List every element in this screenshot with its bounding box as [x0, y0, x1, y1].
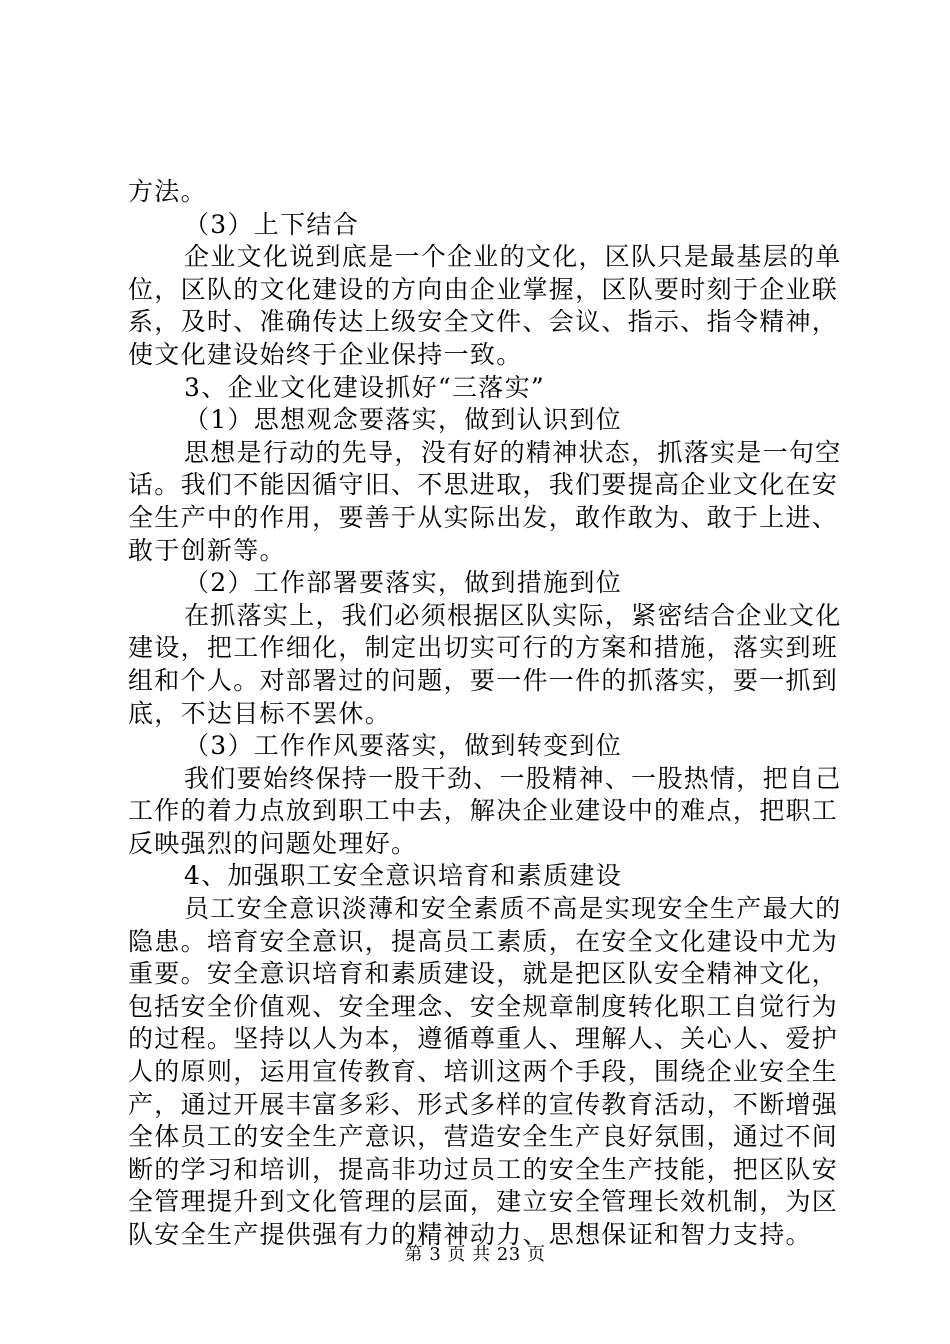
- subheading: （3）上下结合: [184, 209, 360, 239]
- text-line: 全管理提升到文化管理的层面，建立安全管理长效机制，为区: [128, 1187, 839, 1217]
- text-line: 在抓落实上，我们必须根据区队实际，紧密结合企业文化: [184, 600, 842, 630]
- section-heading: 3、企业文化建设抓好“三落实”: [184, 372, 545, 402]
- text-line: 重要。安全意识培育和素质建设，就是把区队安全精神文化，: [128, 959, 839, 989]
- body-text: [128, 176, 842, 1252]
- subheading: （2）工作部署要落实，做到措施到位: [184, 568, 623, 598]
- text-line: 队安全生产提供强有力的精神动力、思想保证和智力支持。: [128, 1220, 812, 1249]
- text-line: 人的原则，运用宣传教育、培训这两个手段，围绕企业安全生: [128, 1057, 839, 1087]
- subheading: （3）工作作风要落实，做到转变到位: [184, 731, 623, 761]
- text-line: 话。我们不能因循守旧、不思进取，我们要提高企业文化在安: [128, 470, 839, 500]
- text-line: 思想是行动的先导，没有好的精神状态，抓落实是一句空: [184, 437, 842, 467]
- text-line: 全体员工的安全生产意识，营造安全生产良好氛围，通过不间: [128, 1122, 839, 1152]
- text-line: 反映强烈的问题处理好。: [128, 828, 418, 858]
- page-number-footer: 第 3 页 共 23 页: [404, 1244, 546, 1265]
- text-line: 我们要始终保持一股干劲、一股精神、一股热情，把自己: [184, 763, 842, 793]
- text-line: 工作的着力点放到职工中去，解决企业建设中的难点，把职工: [128, 796, 839, 826]
- text-line: 建设，把工作细化，制定出切实可行的方案和措施，落实到班: [128, 633, 839, 663]
- text-line: 方法。: [128, 177, 207, 206]
- text-line: 位，区队的文化建设的方向由企业掌握，区队要时刻于企业联: [128, 274, 839, 304]
- text-line: 员工安全意识淡薄和安全素质不高是实现安全生产最大的: [184, 894, 842, 924]
- text-line: 底，不达目标不罢休。: [128, 698, 392, 728]
- subheading: （1）思想观念要落实，做到认识到位: [184, 405, 623, 435]
- text-line: 组和个人。对部署过的问题，要一件一件的抓落实，要一抓到: [128, 665, 839, 695]
- text-line: 企业文化说到底是一个企业的文化，区队只是最基层的单: [184, 242, 842, 272]
- text-line: 的过程。坚持以人为本，遵循尊重人、理解人、关心人、爱护: [128, 1024, 839, 1054]
- text-line: 使文化建设始终于企业保持一致。: [128, 339, 523, 369]
- text-line: 隐患。培育安全意识，提高员工素质，在安全文化建设中尤为: [128, 926, 839, 956]
- text-line: 系，及时、准确传达上级安全文件、会议、指示、指令精神，: [128, 307, 839, 337]
- text-line: 产，通过开展丰富多彩、形式多样的宣传教育活动，不断增强: [128, 1089, 839, 1119]
- section-heading: 4、加强职工安全意识培育和素质建设: [184, 861, 623, 891]
- text-line: 敢于创新等。: [128, 535, 286, 565]
- text-line: 包括安全价值观、安全理念、安全规章制度转化职工自觉行为: [128, 991, 839, 1021]
- text-line: 全生产中的作用，要善于从实际出发，敢作敢为、敢于上进、: [128, 502, 839, 532]
- text-line: 断的学习和培训，提高非功过员工的安全生产技能，把区队安: [128, 1154, 839, 1184]
